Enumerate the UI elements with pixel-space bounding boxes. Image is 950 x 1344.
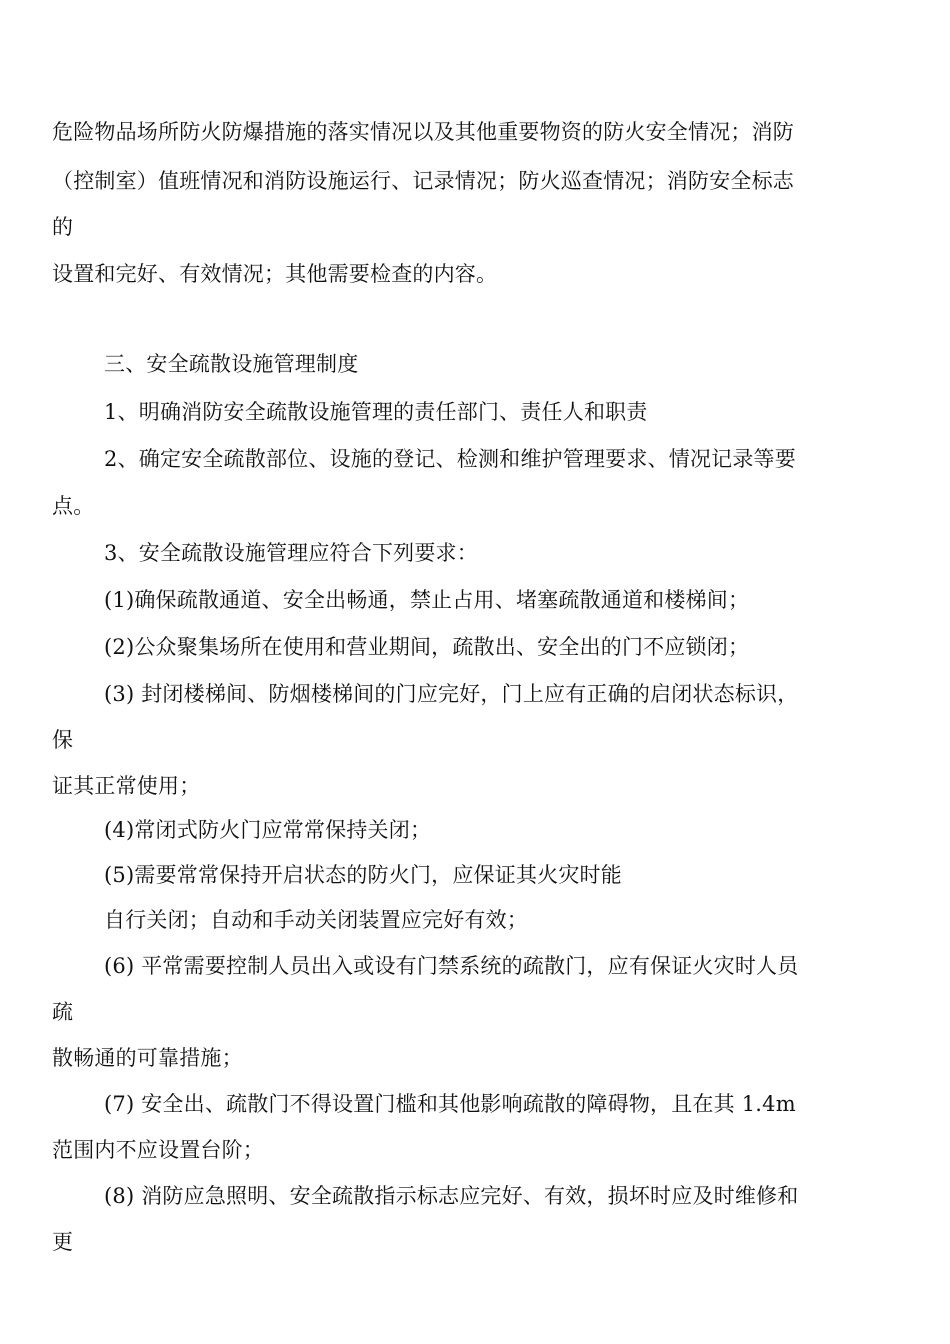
paragraph-line: 更: [52, 1230, 74, 1254]
list-item: (3) 封闭楼梯间、防烟楼梯间的门应完好，门上应有正确的启闭状态标识，: [104, 682, 799, 706]
paragraph-line: 疏: [52, 1000, 74, 1024]
list-item: (8) 消防应急照明、安全疏散指示标志应完好、有效，损坏时应及时维修和: [104, 1184, 799, 1208]
paragraph-line: 保: [52, 728, 74, 752]
list-item: 1、明确消防安全疏散设施管理的责任部门、责任人和职责: [104, 400, 648, 424]
paragraph-line: 证其正常使用；: [52, 774, 201, 798]
list-item: (4)常闭式防火门应常常保持关闭；: [104, 818, 432, 842]
paragraph-line: （控制室）值班情况和消防设施运行、记录情况；防火巡查情况；消防安全标志: [52, 169, 794, 193]
paragraph-line: 危险物品场所防火防爆措施的落实情况以及其他重要物资的防火安全情况；消防: [52, 120, 794, 144]
list-item: (6) 平常需要控制人员出入或设有门禁系统的疏散门，应有保证火灾时人员: [104, 954, 799, 978]
paragraph-line: 设置和完好、有效情况；其他需要检查的内容。: [52, 262, 498, 286]
list-item: 自行关闭；自动和手动关闭装置应完好有效；: [104, 908, 528, 932]
list-item: (1)确保疏散通道、安全出畅通，禁止占用、堵塞疏散通道和楼梯间；: [104, 588, 750, 612]
list-item: (2)公众聚集场所在使用和营业期间，疏散出、安全出的门不应锁闭；: [104, 635, 750, 659]
paragraph-line: 的: [52, 215, 74, 239]
list-item: 2、确定安全疏散部位、设施的登记、检测和维护管理要求、情况记录等要: [104, 447, 796, 471]
list-item: 3、安全疏散设施管理应符合下列要求：: [104, 541, 478, 565]
paragraph-line: 点。: [52, 494, 95, 518]
paragraph-line: 范围内不应设置台阶；: [52, 1138, 264, 1162]
paragraph-line: 散畅通的可靠措施；: [52, 1046, 243, 1070]
list-item: (5)需要常常保持开启状态的防火门，应保证其火灾时能: [104, 863, 622, 887]
list-item: (7) 安全出、疏散门不得设置门槛和其他影响疏散的障碍物，且在其 1.4m: [104, 1092, 796, 1116]
section-heading: 三、安全疏散设施管理制度: [104, 352, 359, 376]
